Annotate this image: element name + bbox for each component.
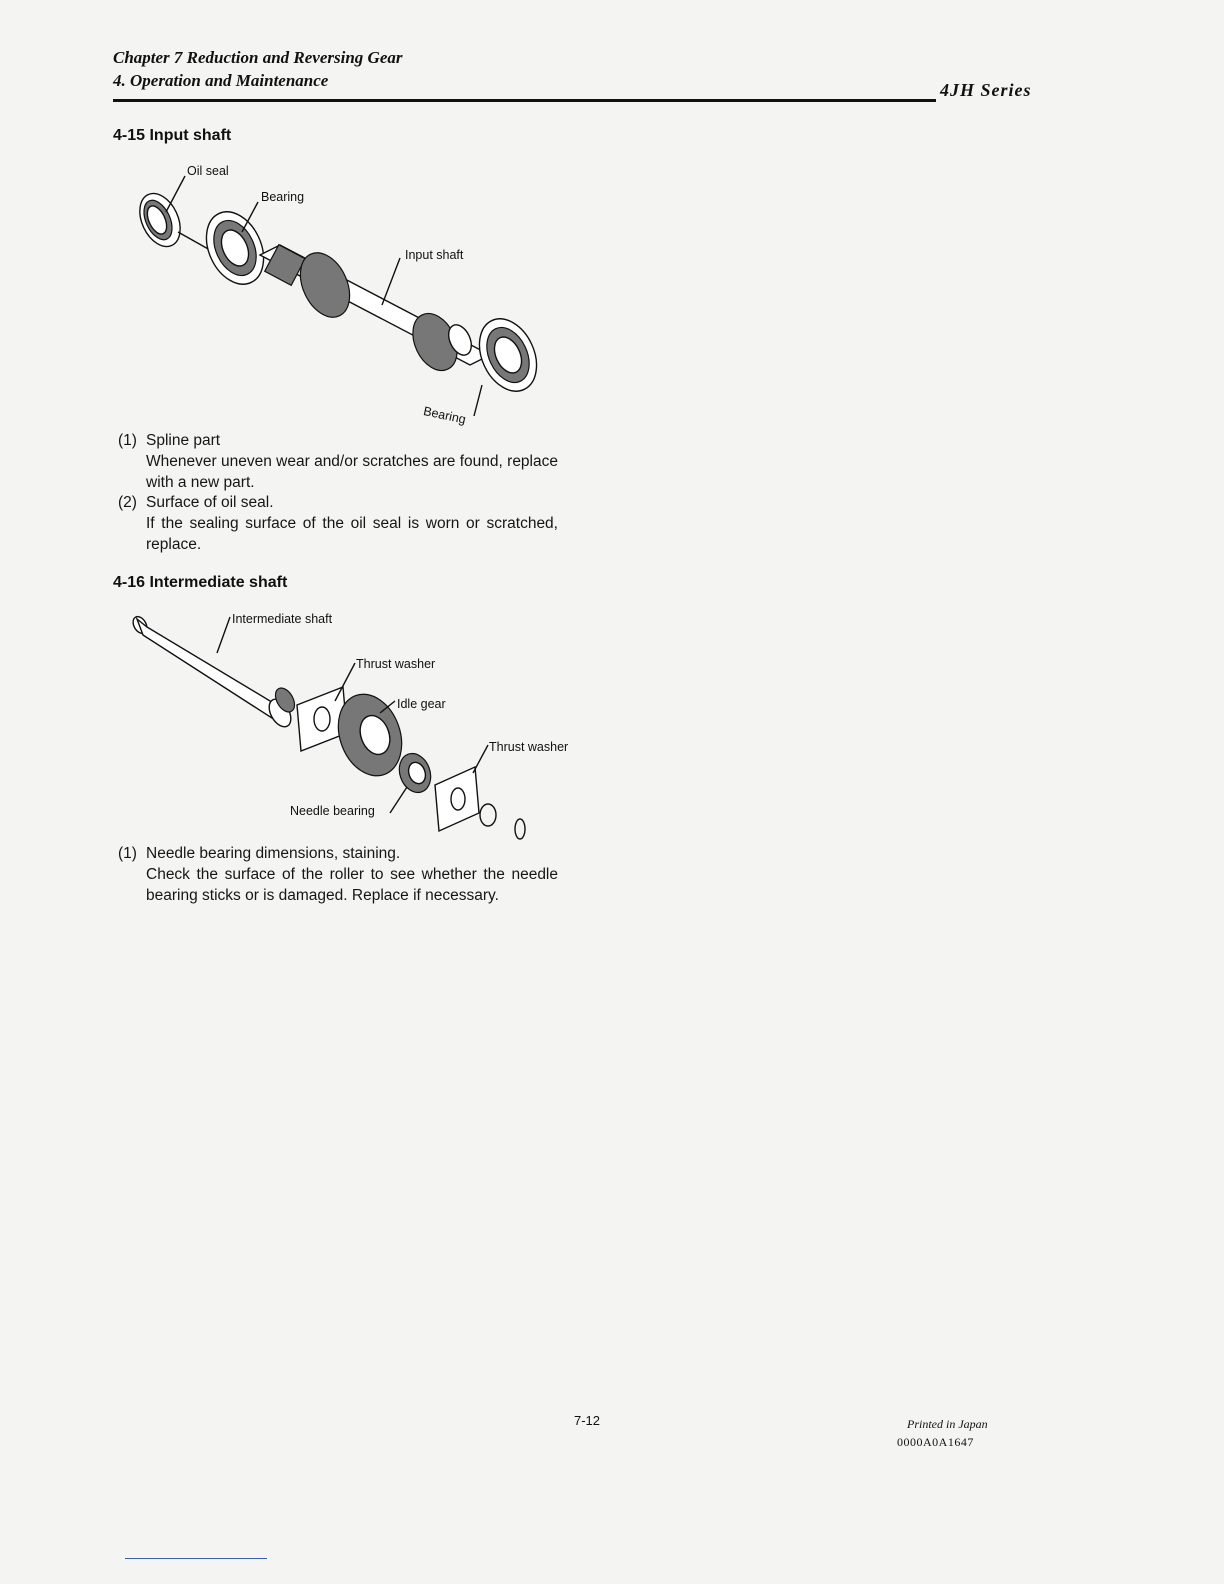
thrust-washer-2-drawing — [435, 767, 479, 831]
printed-in-japan: Printed in Japan — [907, 1417, 988, 1431]
label-oil-seal: Oil seal — [187, 164, 229, 178]
oil-seal-drawing — [132, 187, 188, 253]
input-shaft-figure — [130, 160, 550, 430]
item-title: Surface of oil seal. — [146, 494, 274, 511]
section-title-intermediate-shaft: 4-16 Intermediate shaft — [113, 574, 288, 591]
intermediate-shaft-drawing — [130, 614, 298, 730]
list-item-oil-seal — [118, 492, 563, 556]
bottom-divider — [125, 1558, 267, 1559]
item-title: Spline part — [146, 432, 221, 449]
bearing-bottom-drawing — [468, 310, 547, 401]
item-description: Check the surface of the roller to see whether the needle bearing sticks or is damaged. Replace if necessary. — [146, 866, 558, 904]
header-rule — [113, 99, 936, 102]
page-number: 7-12 — [574, 1413, 601, 1428]
bearing-top-drawing — [195, 203, 274, 294]
label-thrust-washer-2: Thrust washer — [489, 740, 569, 754]
snap-ring-drawing — [480, 804, 525, 839]
label-intermediate-shaft: Intermediate shaft — [232, 612, 333, 626]
input-shaft-drawing — [260, 245, 490, 378]
item-number: (2) — [118, 494, 137, 511]
item-description: Whenever uneven wear and/or scratches are found, replace with a new part. — [146, 453, 558, 491]
label-needle-bearing: Needle bearing — [290, 804, 375, 818]
label-bearing-bottom: Bearing — [422, 404, 468, 427]
item-description: If the sealing surface of the oil seal is worn or scratched, replace. — [146, 515, 558, 553]
series-label: 4JH Series — [940, 80, 1032, 100]
list-item-needle-bearing — [118, 843, 563, 927]
chapter-title: Chapter 7 Reduction and Reversing Gear — [113, 48, 403, 67]
section-subtitle: 4. Operation and Maintenance — [113, 71, 329, 90]
item-title: Needle bearing dimensions, staining. — [146, 845, 401, 862]
label-input-shaft: Input shaft — [405, 248, 464, 262]
label-bearing-top: Bearing — [261, 190, 305, 204]
document-code: 0000A0A1647 — [897, 1435, 974, 1449]
label-idle-gear: Idle gear — [397, 697, 446, 711]
label-thrust-washer-1: Thrust washer — [356, 657, 436, 671]
item-number: (1) — [118, 845, 137, 862]
section-title-input-shaft: 4-15 Input shaft — [113, 127, 232, 144]
item-number: (1) — [118, 432, 137, 449]
